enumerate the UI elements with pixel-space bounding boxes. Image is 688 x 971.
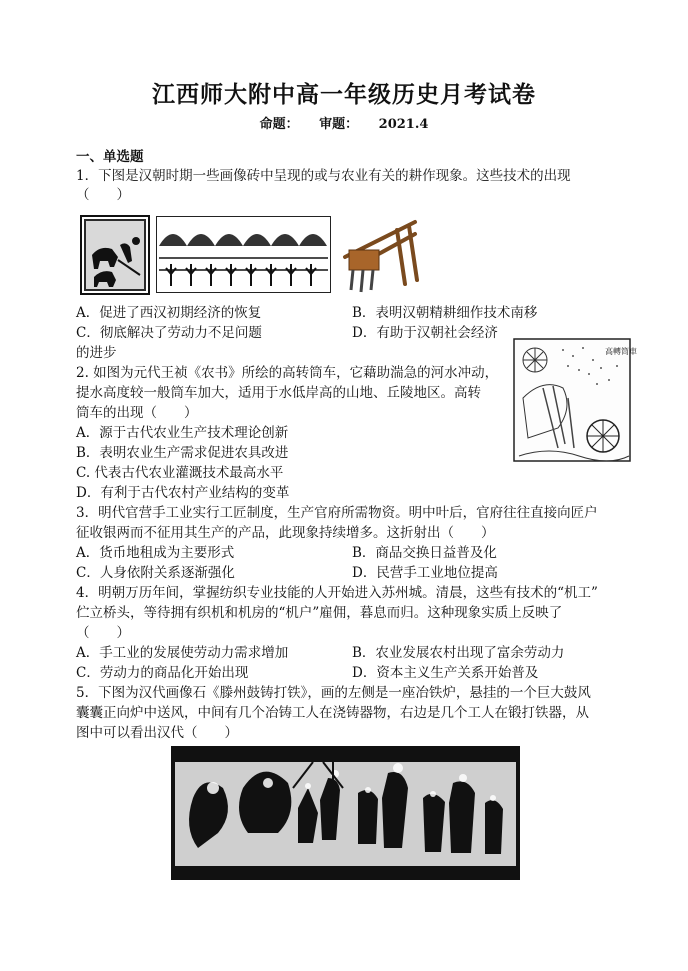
q1-option-d-cont: 的进步 [76,345,117,361]
reviewer-label: 审题： [319,117,359,132]
q1-option-c: C．彻底解决了劳动力不足问题 [76,325,262,341]
q2-option-a: A．源于古代农业生产技术理论创新 [76,425,289,441]
q1-figure-ox-plowing [80,215,150,295]
q2-stem-line1: 2. 如图为元代王祯《农书》所绘的高转筒车，它藉助湍急的河水冲动， [76,365,499,381]
q3-option-c: C．人身依附关系逐渐强化 [76,565,235,581]
q4-option-d: D．资本主义生产关系开始普及 [352,665,539,681]
q2-stem-line3: 筒车的出现（ ） [76,405,198,421]
q4-stem-line2: 伫立桥头，等待拥有织机和机房的“机户”雇佣，暮息而归。这种现象实质上反映了 [76,605,563,621]
q2-stem-line2: 提水高度较一般筒车加大，适用于水低岸高的山地、丘陵地区。高转 [76,385,481,401]
q1-stem-line1: 1．下图是汉朝时期一些画像砖中呈现的或与农业有关的耕作现象。这些技术的出现 [76,168,571,184]
section-title: 一、单选题 [76,149,144,165]
q1-option-a: A．促进了西汉初期经济的恢复 [76,305,262,321]
q3-option-d: D．民营手工业地位提高 [352,565,498,581]
q2-figure-caption: 高轉筒車 [605,347,637,356]
q4-stem-line1: 4．明朝万历年间，掌握纺织专业技能的人开始进入苏州城。清晨，这些有技术的“机工” [76,585,598,601]
q4-option-c: C．劳动力的商品化开始出现 [76,665,249,681]
q3-option-a: A．货币地租成为主要形式 [76,545,235,561]
q2-figure-water-wheel [513,338,637,462]
q5-figure-stone-relief [173,748,518,878]
q3-stem-line2: 征收银两而不征用其生产的产品，此现象持续增多。这折射出（ ） [76,525,495,541]
q1-figure-field-rows [156,216,331,293]
q5-stem-line3: 图中可以看出汉代（ ） [76,725,238,741]
q3-stem-line1: 3．明代官营手工业实行工匠制度，生产官府所需物资。明中叶后，官府往往直接向匠户 [76,505,598,521]
q1-stem-line2: （ ） [76,187,130,203]
q4-option-a: A．手工业的发展使劳动力需求增加 [76,645,289,661]
q1-option-d: D．有助于汉朝社会经济 [352,325,498,341]
q4-option-b: B．农业发展农村出现了富余劳动力 [352,645,565,661]
q5-stem-line2: 囊囊正向炉中送风，中间有几个冶铸工人在浇铸器物，右边是几个工人在锻打铁器，从 [76,705,589,721]
q4-stem-line3: （ ） [76,625,130,641]
exam-date: 2021.4 [378,117,429,132]
q5-stem-line1: 5．下图为汉代画像石《滕州鼓铸打铁》，画的左侧是一座冶铁炉，悬挂的一个巨大鼓风 [76,685,591,701]
q2-option-b: B．表明农业生产需求促进农具改进 [76,445,289,461]
q1-option-b: B．表明汉朝精耕细作技术南移 [352,305,538,321]
q2-option-c: C. 代表古代农业灌溉技术最高水平 [76,465,284,481]
exam-title: 江西师大附中高一年级历史月考试卷 [152,82,536,108]
exam-meta [0,113,688,132]
q2-option-d: D．有利于古代农村产业结构的变革 [76,485,290,501]
author-label: 命题： [259,117,299,132]
q3-option-b: B．商品交换日益普及化 [352,545,497,561]
q1-figure-seed-drill [335,212,423,298]
